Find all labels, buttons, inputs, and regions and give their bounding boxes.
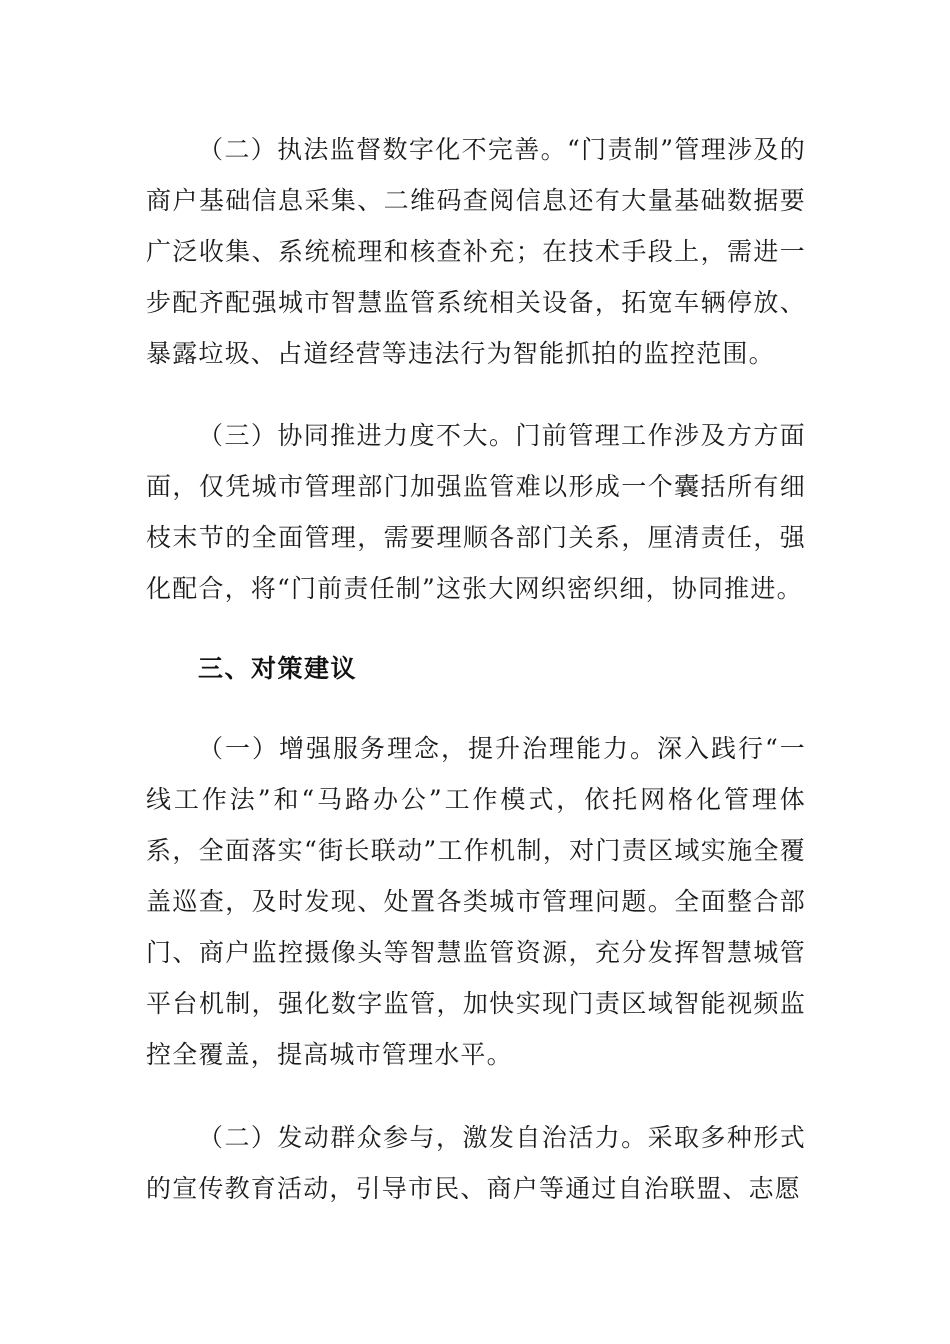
paragraph-service-concept: （一）增强服务理念，提升治理能力。深入践行“一线工作法”和“马路办公”工作模式，依托网格化管理体系，全面落实“街长联动”工作机制，对门责区域实施全覆盖巡查，及时发现、处置各类城市管理问题。全面整合部门、商户监控摄像头等智慧监管资源，充分发挥智慧城管平台机制，强化数字监管，加快实现门责区域智能视频监控全覆盖，提高城市管理水平。: [146, 734, 806, 1069]
section-heading-countermeasures: 三、对策建议: [198, 654, 358, 683]
paragraph-coordination: （三）协同推进力度不大。门前管理工作涉及方方面面，仅凭城市管理部门加强监管难以形成一个囊括所有细枝末节的全面管理，需要理顺各部门关系，厘清责任，强化配合，将“门前责任制”这张大网织密织细，协同推进。: [146, 421, 806, 603]
paragraph-digital-supervision: （二）执法监督数字化不完善。“门责制”管理涉及的商户基础信息采集、二维码查阅信息还有大量基础数据要广泛收集、系统梳理和核查补充；在技术手段上，需进一步配齐配强城市智慧监管系统相关设备，拓宽车辆停放、暴露垃圾、占道经营等违法行为智能抓拍的监控范围。: [146, 135, 806, 368]
paragraph-public-participation: （二）发动群众参与，激发自治活力。采取多种形式的宣传教育活动，引导市民、商户等通过自治联盟、志愿: [146, 1123, 806, 1203]
